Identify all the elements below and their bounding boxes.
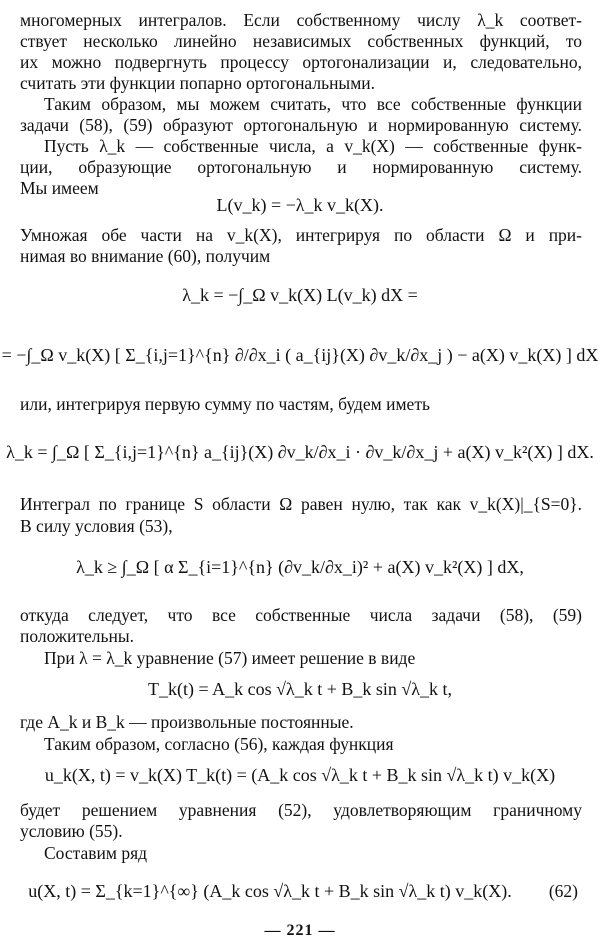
- text-line: При λ = λ_k уравнение (57) имеет решение в виде: [44, 648, 416, 668]
- text-line: Мы имеем: [20, 178, 99, 198]
- text-line: ции, образующие ортогональную и нормированную систему.: [20, 157, 582, 177]
- text-line: ствует несколько линейно независимых собственных функций, то: [20, 31, 582, 51]
- equation: = −∫_Ω v_k(X) [ Σ_{i,j=1}^{n} ∂/∂x_i ( a_{ij}(X) ∂v_k/∂x_j ) − a(X) v_k(X) ] dX: [1, 345, 599, 365]
- text-line: положительны.: [20, 626, 135, 646]
- text-line: откуда следует, что все собственные числа задачи (58), (59): [20, 605, 582, 625]
- equation: λ_k = ∫_Ω [ Σ_{i,j=1}^{n} a_{ij}(X) ∂v_k/∂x_i · ∂v_k/∂x_j + a(X) v_k²(X) ] dX.: [6, 442, 594, 462]
- equation: L(v_k) = −λ_k v_k(X).: [216, 195, 384, 215]
- text-line: В силу условия (53),: [20, 516, 173, 536]
- page-number: — 221 —: [264, 922, 336, 939]
- text-line: Таким образом, мы можем считать, что все собственные функции: [44, 94, 582, 114]
- text-line: Умножая обе части на v_k(X), интегрируя по области Ω и при-: [20, 225, 582, 245]
- text-line: Таким образом, согласно (56), каждая функция: [44, 734, 394, 754]
- text-line: условию (55).: [20, 821, 123, 841]
- equation-number: (62): [548, 881, 578, 901]
- text-line: Составим ряд: [44, 843, 148, 863]
- text-line: Интеграл по границе S области Ω равен нулю, так как v_k(X)|_{S=0}.: [20, 494, 582, 514]
- equation: u(X, t) = Σ_{k=1}^{∞} (A_k cos √λ_k t + B_k sin √λ_k t) v_k(X).: [28, 881, 512, 901]
- text-line: многомерных интегралов. Если собственному числу λ_k соответ-: [20, 10, 582, 30]
- text-line: или, интегрируя первую сумму по частям, будем иметь: [20, 394, 430, 414]
- equation: T_k(t) = A_k cos √λ_k t + B_k sin √λ_k t,: [147, 679, 452, 699]
- text-line: где A_k и B_k — произвольные постоянные.: [20, 712, 354, 732]
- text-line: считать эти функции попарно ортогональными.: [20, 73, 376, 93]
- equation: u_k(X, t) = v_k(X) T_k(t) = (A_k cos √λ_k t + B_k sin √λ_k t) v_k(X): [44, 765, 556, 785]
- text-line: задачи (58), (59) образуют ортогональную и нормированную систему.: [20, 115, 582, 135]
- text-line: будет решением уравнения (52), удовлетворяющим граничному: [20, 800, 582, 820]
- text-line: их можно подвергнуть процессу ортогонализации и, следовательно,: [20, 52, 582, 72]
- equation: λ_k = −∫_Ω v_k(X) L(v_k) dX =: [182, 285, 418, 305]
- text-line: нимая во внимание (60), получим: [20, 246, 271, 266]
- text-line: Пусть λ_k — собственные числа, а v_k(X) — собственные функ-: [44, 136, 582, 156]
- equation: λ_k ≥ ∫_Ω [ α Σ_{i=1}^{n} (∂v_k/∂x_i)² + a(X) v_k²(X) ] dX,: [76, 557, 524, 577]
